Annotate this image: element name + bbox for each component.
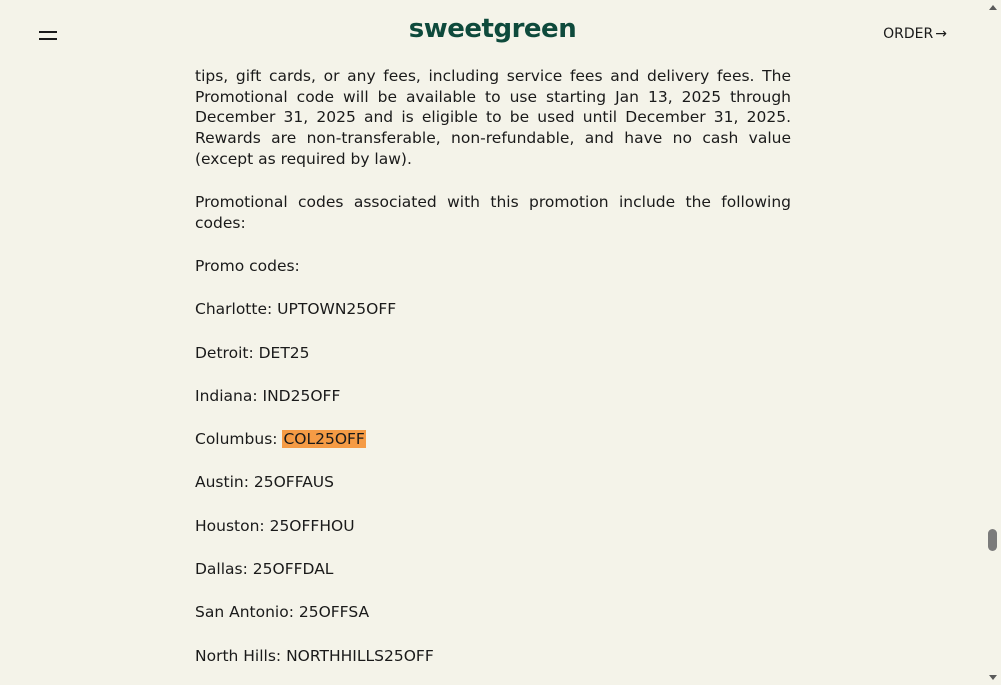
sweetgreen-logo[interactable]: sweetgreen [408,14,577,44]
order-label: ORDER [883,26,934,42]
promo-terms-content [195,66,791,685]
promo-code-value-highlighted: COL25OFF [283,430,365,449]
promo-code-item [195,343,791,364]
promo-code-item [195,602,791,623]
promo-code-value: NORTHHILLS25OFF [286,646,434,665]
order-link[interactable] [883,26,947,42]
promo-code-item [195,386,791,407]
scroll-down-arrow-icon[interactable] [989,675,997,680]
terms-paragraph: tips, gift cards, or any fees, including service fees and delivery fees. The Promotional code will be available to use starting Jan 13, 2025 through December 31, 2025 and is eligible to be used until December 31, 2025. Rewards are non-transferable, non-refundable, and have no cash value (except as required by law). [195,67,791,168]
promo-code-item [195,516,791,537]
promo-code-item [195,646,791,667]
promo-code-value: 25OFFAUS [253,473,334,492]
vertical-scrollbar[interactable] [985,0,1001,685]
promo-code-value: 25OFFSA [298,603,370,622]
promo-code-value: IND25OFF [262,386,341,405]
promo-code-value: 25OFFHOU [269,516,355,535]
promo-codes-heading: Promo codes: [195,256,300,275]
codes-intro-paragraph: Promotional codes associated with this promotion include the following codes: [195,193,791,232]
promo-code-item [195,472,791,493]
promo-code-city: Charlotte: [195,300,278,319]
scroll-up-arrow-icon[interactable] [989,5,997,10]
promo-code-item [195,429,791,450]
promo-code-value: 25OFFDAL [252,560,334,578]
promo-code-city: Columbus: [195,430,283,449]
promo-code-item [195,559,791,580]
promo-code-city: North Hills: [195,646,287,665]
promo-code-city: Austin: [195,473,254,492]
promo-code-city: Indiana: [195,386,263,405]
promo-code-item [195,299,791,320]
promo-code-city: Dallas: [195,560,253,578]
promo-code-value: DET25 [258,343,310,362]
site-header [0,0,985,62]
arrow-right-icon: → [935,26,947,42]
promo-code-city: Houston: [195,516,270,535]
promo-code-value: UPTOWN25OFF [277,300,397,319]
promo-code-city: Detroit: [195,343,259,362]
promo-code-list [195,299,791,666]
scrollbar-thumb[interactable] [988,529,997,551]
promo-code-city: San Antonio: [195,603,299,622]
